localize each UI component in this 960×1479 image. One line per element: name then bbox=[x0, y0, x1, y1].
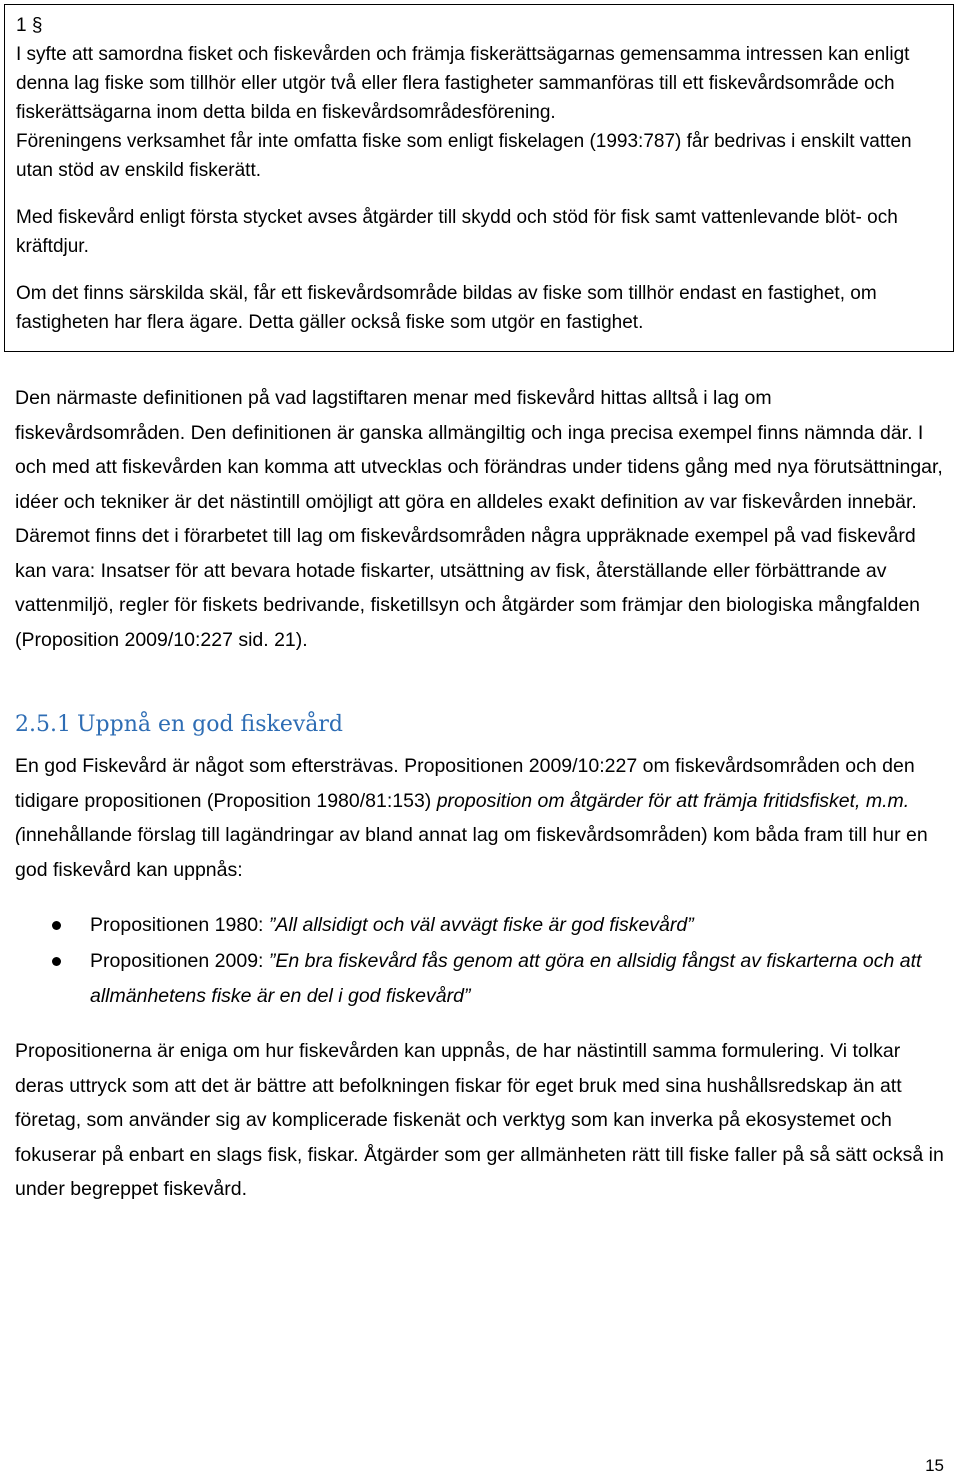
section-paragraph-block bbox=[15, 749, 945, 887]
bullet-prefix: Propositionen 1980: bbox=[90, 914, 269, 936]
law-quote-box bbox=[4, 4, 954, 352]
section-paragraph-part1: En god Fiskevård är något som eftersträvas. Propositionen 2009/10:227 om fiskevårdsområden och den tidigare propositionen (Proposition 1980/81:153) bbox=[15, 755, 915, 812]
section-heading-title: Uppnå en god fiskevård bbox=[76, 712, 344, 737]
list-item bbox=[0, 944, 940, 1014]
closing-paragraph-block bbox=[15, 1034, 945, 1207]
bullet-dot bbox=[52, 921, 61, 930]
bullet-dot bbox=[52, 957, 61, 966]
page-number: 15 bbox=[925, 1456, 944, 1475]
section-paragraph bbox=[15, 749, 945, 887]
bullet-prefix: Propositionen 2009: bbox=[90, 950, 269, 972]
bullet-quote: ”En bra fiskevård fås genom att göra en allsidig fångst av fiskarterna och att allmänhetens fiske är en del i god fiskevård” bbox=[90, 950, 922, 1007]
section-paragraph-part2: innehållande förslag till lagändringar av bland annat lag om fiskevårdsområden) kom båda fram till hur en god fiskevård kan uppnås: bbox=[15, 824, 928, 881]
law-paragraph-1: I syfte att samordna fisket och fiskevården och främja fiskerättsägarnas gemensamma intressen kan enligt denna lag fiske som tillhör eller utgör två eller flera fastigheter sammanföras till ett fiskevårdsområde och fiskerättsägarna inom detta bilda en fiskevårdsområdesförening. bbox=[16, 44, 910, 123]
law-paragraph-3: Med fiskevård enligt första stycket avses åtgärder till skydd och stöd för fisk samt vattenlevande blöt- och kräftdjur. bbox=[16, 207, 898, 257]
section-heading-number: 2.5.1 bbox=[15, 712, 71, 737]
section-mark: 1 § bbox=[16, 15, 43, 36]
closing-paragraph: Propositionerna är eniga om hur fiskevården kan uppnås, de har nästintill samma formulering. Vi tolkar deras uttryck som att det är bättre att befolkningen fiskar för eget bruk med sina hushållsredskap än att företag, som använder sig av komplicerade fiskenät och verktyg som kan inverka på ekosystemet och fokuserar på enbart en slags fisk, fiskar. Åtgärder som ger allmänheten rätt till fiske faller på så sätt också in under begreppet fiskevård. bbox=[15, 1040, 944, 1200]
law-paragraph-2: Föreningens verksamhet får inte omfatta fiske som enligt fiskelagen (1993:787) får bedrivas i enskilt vatten utan stöd av enskild fiskerätt. bbox=[16, 131, 912, 181]
intro-paragraph-block bbox=[15, 381, 945, 657]
law-paragraph-4: Om det finns särskilda skäl, får ett fiskevårdsområde bildas av fiske som tillhör endast en fastighet, om fastigheten har flera ägare. Detta gäller också fiske som utgör en fastighet. bbox=[16, 283, 877, 333]
bullet-quote: ”All allsidigt och väl avvägt fiske är god fiskevård” bbox=[268, 914, 694, 936]
section-heading bbox=[15, 712, 343, 737]
intro-paragraph: Den närmaste definitionen på vad lagstiftaren menar med fiskevård hittas alltså i lag om fiskevårdsområden. Den definitionen är ganska allmängiltig och inga precisa exempel finns nämnda där. I och med att fiskevården kan komma att utvecklas och förändras under tidens gång med nya förutsättningar, idéer och tekniker är det nästintill omöjligt att göra en alldeles exakt definition av var fiskevården innebär. Däremot finns det i förarbetet till lag om fiskevårdsområden några uppräknade exempel på vad fiskevård kan vara: Insatser för att bevara hotade fiskarter, utsättning av fisk, återställande eller förbättrande av vattenmiljö, regler för fiskets bedrivande, fisketillsyn och åtgärder som främjar den biologiska mångfalden (Proposition 2009/10:227 sid. 21). bbox=[15, 387, 943, 651]
bullet-list bbox=[0, 908, 940, 1015]
section-paragraph-italic: proposition om åtgärder för att främja fritidsfisket, m.m. ( bbox=[15, 789, 910, 846]
list-item bbox=[0, 908, 940, 943]
